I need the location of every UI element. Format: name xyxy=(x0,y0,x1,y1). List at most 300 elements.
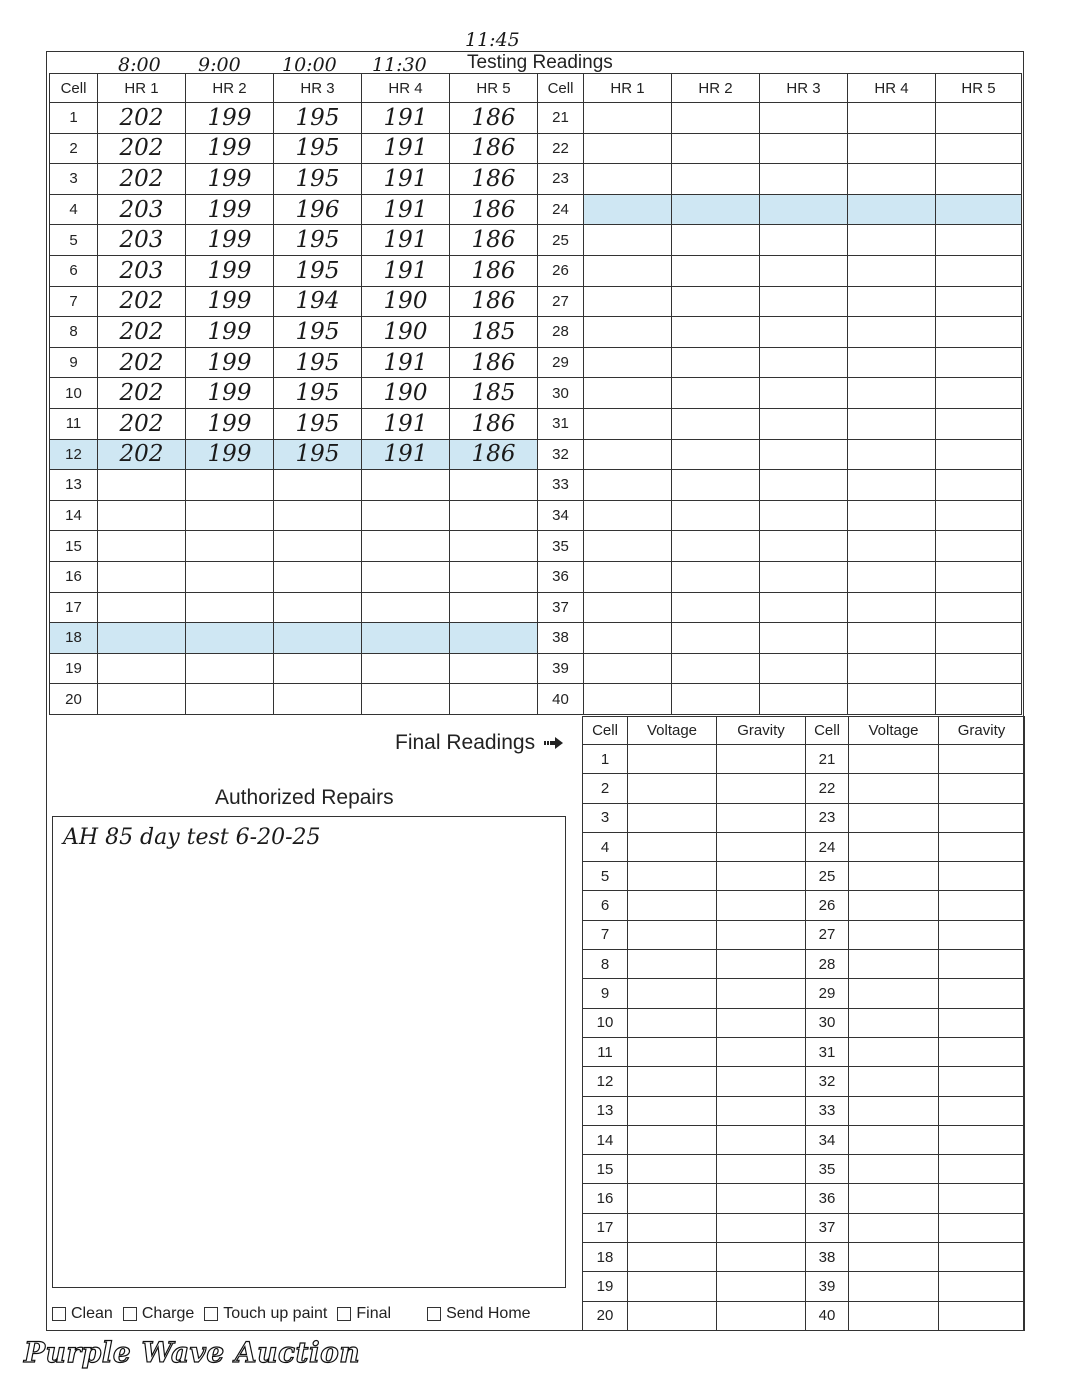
reading-cell[interactable] xyxy=(936,684,1022,715)
reading-cell[interactable] xyxy=(936,439,1022,470)
voltage-cell[interactable] xyxy=(628,950,717,979)
voltage-cell[interactable] xyxy=(628,891,717,920)
checkbox-label: Touch up paint xyxy=(223,1305,328,1322)
reading-cell[interactable]: 195 xyxy=(274,378,362,409)
reading-cell[interactable] xyxy=(584,500,672,531)
voltage-cell[interactable] xyxy=(628,1125,717,1154)
reading-cell[interactable] xyxy=(450,623,538,654)
reading-cell[interactable] xyxy=(186,592,274,623)
reading-cell[interactable] xyxy=(186,653,274,684)
reading-cell[interactable] xyxy=(584,225,672,256)
reading-cell[interactable]: 202 xyxy=(98,286,186,317)
reading-cell[interactable] xyxy=(186,561,274,592)
reading-cell[interactable] xyxy=(584,133,672,164)
reading-cell[interactable] xyxy=(848,194,936,225)
reading-cell[interactable] xyxy=(584,470,672,501)
reading-cell[interactable] xyxy=(584,684,672,715)
voltage-cell[interactable] xyxy=(849,862,939,891)
reading-cell[interactable] xyxy=(274,561,362,592)
reading-cell[interactable] xyxy=(274,684,362,715)
cell-number: 32 xyxy=(538,439,584,470)
reading-cell[interactable] xyxy=(760,439,848,470)
reading-cell[interactable]: 195 xyxy=(274,439,362,470)
reading-cell[interactable] xyxy=(848,133,936,164)
reading-cell[interactable] xyxy=(848,531,936,562)
reading-cell[interactable] xyxy=(672,225,760,256)
reading-cell[interactable]: 186 xyxy=(450,286,538,317)
reading-cell[interactable] xyxy=(672,133,760,164)
checkbox-icon[interactable] xyxy=(337,1307,351,1321)
reading-cell[interactable] xyxy=(936,133,1022,164)
reading-cell[interactable] xyxy=(760,470,848,501)
reading-cell[interactable]: 203 xyxy=(98,255,186,286)
reading-cell[interactable] xyxy=(848,378,936,409)
voltage-cell[interactable] xyxy=(849,891,939,920)
reading-cell[interactable]: 191 xyxy=(362,225,450,256)
gravity-cell[interactable] xyxy=(939,1096,1025,1125)
reading-cell[interactable] xyxy=(672,684,760,715)
voltage-cell[interactable] xyxy=(628,1272,717,1301)
reading-cell[interactable] xyxy=(760,286,848,317)
reading-cell[interactable]: 199 xyxy=(186,133,274,164)
voltage-cell[interactable] xyxy=(628,1184,717,1213)
reading-cell[interactable] xyxy=(98,684,186,715)
checkbox-icon[interactable] xyxy=(123,1307,137,1321)
gravity-cell[interactable] xyxy=(717,862,806,891)
reading-cell[interactable] xyxy=(936,378,1022,409)
voltage-cell[interactable] xyxy=(628,832,717,861)
reading-cell[interactable]: 199 xyxy=(186,317,274,348)
voltage-cell[interactable] xyxy=(849,1008,939,1037)
reading-cell[interactable] xyxy=(450,684,538,715)
voltage-cell[interactable] xyxy=(628,1096,717,1125)
column-header: Cell xyxy=(538,74,584,103)
checkbox-clean[interactable] xyxy=(52,1305,113,1323)
reading-cell[interactable] xyxy=(98,623,186,654)
gravity-cell[interactable] xyxy=(939,1184,1025,1213)
reading-cell[interactable] xyxy=(672,378,760,409)
voltage-cell[interactable] xyxy=(849,1272,939,1301)
reading-cell[interactable] xyxy=(936,623,1022,654)
reading-cell[interactable] xyxy=(98,561,186,592)
reading-cell[interactable] xyxy=(672,592,760,623)
reading-cell[interactable]: 186 xyxy=(450,164,538,195)
gravity-cell[interactable] xyxy=(717,1155,806,1184)
reading-cell[interactable]: 195 xyxy=(274,133,362,164)
reading-cell[interactable] xyxy=(760,684,848,715)
reading-cell[interactable] xyxy=(672,286,760,317)
gravity-cell[interactable] xyxy=(939,832,1025,861)
reading-cell[interactable] xyxy=(848,470,936,501)
reading-cell[interactable] xyxy=(672,255,760,286)
reading-cell[interactable]: 199 xyxy=(186,439,274,470)
reading-cell[interactable]: 199 xyxy=(186,286,274,317)
gravity-cell[interactable] xyxy=(939,745,1025,774)
voltage-cell[interactable] xyxy=(628,1037,717,1066)
reading-cell[interactable] xyxy=(936,408,1022,439)
reading-cell[interactable] xyxy=(848,347,936,378)
reading-cell[interactable] xyxy=(186,623,274,654)
reading-cell[interactable] xyxy=(760,255,848,286)
voltage-cell[interactable] xyxy=(849,774,939,803)
gravity-cell[interactable] xyxy=(717,1008,806,1037)
checkbox-charge[interactable] xyxy=(123,1305,194,1323)
gravity-cell[interactable] xyxy=(717,1243,806,1272)
reading-cell[interactable]: 199 xyxy=(186,164,274,195)
reading-cell[interactable]: 186 xyxy=(450,408,538,439)
reading-cell[interactable] xyxy=(848,623,936,654)
reading-cell[interactable] xyxy=(760,623,848,654)
reading-cell[interactable] xyxy=(584,286,672,317)
reading-cell[interactable]: 186 xyxy=(450,255,538,286)
reading-cell[interactable] xyxy=(450,470,538,501)
reading-cell[interactable] xyxy=(450,500,538,531)
checkbox-label: Send Home xyxy=(446,1305,531,1322)
gravity-cell[interactable] xyxy=(717,1272,806,1301)
reading-cell[interactable] xyxy=(98,592,186,623)
reading-cell[interactable] xyxy=(760,103,848,134)
gravity-cell[interactable] xyxy=(939,1125,1025,1154)
reading-cell[interactable] xyxy=(362,623,450,654)
reading-cell[interactable] xyxy=(672,531,760,562)
reading-cell[interactable] xyxy=(450,592,538,623)
reading-cell[interactable] xyxy=(672,439,760,470)
reading-cell[interactable]: 191 xyxy=(362,439,450,470)
reading-cell[interactable]: 202 xyxy=(98,408,186,439)
reading-cell[interactable]: 191 xyxy=(362,103,450,134)
reading-cell[interactable] xyxy=(672,194,760,225)
reading-cell[interactable]: 199 xyxy=(186,347,274,378)
reading-cell[interactable] xyxy=(672,561,760,592)
reading-cell[interactable] xyxy=(584,164,672,195)
reading-cell[interactable] xyxy=(760,225,848,256)
voltage-cell[interactable] xyxy=(628,862,717,891)
reading-cell[interactable] xyxy=(584,378,672,409)
reading-cell[interactable]: 199 xyxy=(186,194,274,225)
reading-cell[interactable] xyxy=(936,255,1022,286)
voltage-cell[interactable] xyxy=(849,803,939,832)
voltage-cell[interactable] xyxy=(628,1008,717,1037)
gravity-cell[interactable] xyxy=(939,979,1025,1008)
reading-cell[interactable] xyxy=(848,286,936,317)
gravity-cell[interactable] xyxy=(717,1213,806,1242)
reading-cell[interactable] xyxy=(760,592,848,623)
voltage-cell[interactable] xyxy=(849,1301,939,1330)
reading-cell[interactable] xyxy=(584,408,672,439)
reading-cell[interactable] xyxy=(672,500,760,531)
reading-cell[interactable]: 191 xyxy=(362,255,450,286)
reading-cell[interactable] xyxy=(274,653,362,684)
reading-cell[interactable] xyxy=(584,255,672,286)
reading-cell[interactable] xyxy=(760,317,848,348)
reading-cell[interactable]: 191 xyxy=(362,133,450,164)
reading-cell[interactable]: 202 xyxy=(98,347,186,378)
reading-cell[interactable] xyxy=(760,347,848,378)
checkbox-icon[interactable] xyxy=(52,1307,66,1321)
reading-cell[interactable] xyxy=(186,500,274,531)
checkbox-final[interactable] xyxy=(337,1305,391,1323)
gravity-cell[interactable] xyxy=(939,1243,1025,1272)
reading-cell[interactable] xyxy=(936,164,1022,195)
reading-cell[interactable] xyxy=(672,317,760,348)
reading-cell[interactable]: 185 xyxy=(450,317,538,348)
reading-cell[interactable] xyxy=(848,684,936,715)
reading-cell[interactable] xyxy=(584,592,672,623)
reading-cell[interactable] xyxy=(760,531,848,562)
reading-cell[interactable] xyxy=(584,347,672,378)
gravity-cell[interactable] xyxy=(717,745,806,774)
voltage-cell[interactable] xyxy=(849,1155,939,1184)
voltage-cell[interactable] xyxy=(849,950,939,979)
reading-cell[interactable]: 186 xyxy=(450,225,538,256)
voltage-cell[interactable] xyxy=(628,1243,717,1272)
reading-cell[interactable] xyxy=(186,470,274,501)
reading-cell[interactable]: 195 xyxy=(274,164,362,195)
reading-cell[interactable]: 190 xyxy=(362,286,450,317)
reading-cell[interactable] xyxy=(760,194,848,225)
gravity-cell[interactable] xyxy=(717,1125,806,1154)
voltage-cell[interactable] xyxy=(628,1213,717,1242)
gravity-cell[interactable] xyxy=(717,979,806,1008)
reading-cell[interactable] xyxy=(848,255,936,286)
gravity-cell[interactable] xyxy=(939,803,1025,832)
voltage-cell[interactable] xyxy=(849,1213,939,1242)
reading-cell[interactable] xyxy=(760,561,848,592)
voltage-cell[interactable] xyxy=(849,745,939,774)
gravity-cell[interactable] xyxy=(717,832,806,861)
reading-cell[interactable] xyxy=(98,500,186,531)
gravity-cell[interactable] xyxy=(717,803,806,832)
reading-cell[interactable] xyxy=(672,347,760,378)
reading-cell[interactable]: 190 xyxy=(362,317,450,348)
reading-cell[interactable] xyxy=(584,439,672,470)
reading-cell[interactable] xyxy=(848,500,936,531)
reading-cell[interactable] xyxy=(672,470,760,501)
gravity-cell[interactable] xyxy=(939,950,1025,979)
gravity-cell[interactable] xyxy=(717,1301,806,1330)
gravity-cell[interactable] xyxy=(717,920,806,949)
reading-cell[interactable]: 186 xyxy=(450,133,538,164)
voltage-cell[interactable] xyxy=(628,1155,717,1184)
reading-cell[interactable]: 191 xyxy=(362,194,450,225)
reading-cell[interactable] xyxy=(98,653,186,684)
cell-number: 27 xyxy=(806,920,849,949)
reading-cell[interactable] xyxy=(584,561,672,592)
reading-cell[interactable] xyxy=(584,194,672,225)
reading-cell[interactable] xyxy=(760,164,848,195)
voltage-cell[interactable] xyxy=(849,920,939,949)
reading-cell[interactable] xyxy=(848,653,936,684)
reading-cell[interactable] xyxy=(936,592,1022,623)
gravity-cell[interactable] xyxy=(939,1213,1025,1242)
reading-cell[interactable] xyxy=(848,164,936,195)
reading-cell[interactable] xyxy=(274,531,362,562)
reading-cell[interactable]: 202 xyxy=(98,317,186,348)
reading-cell[interactable] xyxy=(760,133,848,164)
gravity-cell[interactable] xyxy=(717,774,806,803)
gravity-cell[interactable] xyxy=(939,1155,1025,1184)
reading-cell[interactable] xyxy=(848,103,936,134)
reading-cell[interactable] xyxy=(936,347,1022,378)
gravity-cell[interactable] xyxy=(939,1067,1025,1096)
reading-cell[interactable] xyxy=(362,653,450,684)
checkbox-icon[interactable] xyxy=(427,1307,441,1321)
cell-number: 15 xyxy=(50,531,98,562)
gravity-cell[interactable] xyxy=(939,862,1025,891)
reading-cell[interactable]: 202 xyxy=(98,164,186,195)
gravity-cell[interactable] xyxy=(717,1067,806,1096)
reading-cell[interactable] xyxy=(584,317,672,348)
reading-cell[interactable] xyxy=(450,653,538,684)
reading-cell[interactable]: 186 xyxy=(450,103,538,134)
reading-cell[interactable]: 195 xyxy=(274,408,362,439)
reading-cell[interactable]: 199 xyxy=(186,408,274,439)
reading-cell[interactable] xyxy=(98,470,186,501)
voltage-cell[interactable] xyxy=(849,1243,939,1272)
reading-cell[interactable]: 190 xyxy=(362,378,450,409)
authorized-repairs-box[interactable] xyxy=(52,816,566,1288)
reading-cell[interactable] xyxy=(584,103,672,134)
reading-cell[interactable] xyxy=(936,194,1022,225)
reading-cell[interactable] xyxy=(450,531,538,562)
reading-cell[interactable]: 202 xyxy=(98,133,186,164)
gravity-cell[interactable] xyxy=(939,774,1025,803)
reading-cell[interactable] xyxy=(936,225,1022,256)
reading-cell[interactable] xyxy=(274,623,362,654)
reading-cell[interactable] xyxy=(760,653,848,684)
reading-cell[interactable] xyxy=(186,684,274,715)
reading-cell[interactable]: 202 xyxy=(98,439,186,470)
reading-cell[interactable] xyxy=(362,561,450,592)
reading-cell[interactable] xyxy=(362,531,450,562)
reading-cell[interactable] xyxy=(936,317,1022,348)
voltage-cell[interactable] xyxy=(628,803,717,832)
reading-cell[interactable]: 195 xyxy=(274,225,362,256)
voltage-cell[interactable] xyxy=(628,1067,717,1096)
gravity-cell[interactable] xyxy=(717,950,806,979)
reading-cell[interactable] xyxy=(760,408,848,439)
reading-cell[interactable] xyxy=(274,592,362,623)
reading-cell[interactable] xyxy=(584,531,672,562)
reading-cell[interactable] xyxy=(672,408,760,439)
reading-cell[interactable]: 185 xyxy=(450,378,538,409)
voltage-cell[interactable] xyxy=(849,1184,939,1213)
reading-cell[interactable]: 191 xyxy=(362,347,450,378)
voltage-cell[interactable] xyxy=(849,1037,939,1066)
voltage-cell[interactable] xyxy=(628,745,717,774)
reading-cell[interactable] xyxy=(936,531,1022,562)
gravity-cell[interactable] xyxy=(939,1301,1025,1330)
reading-cell[interactable]: 202 xyxy=(98,103,186,134)
reading-cell[interactable] xyxy=(936,500,1022,531)
voltage-cell[interactable] xyxy=(849,979,939,1008)
reading-cell[interactable]: 202 xyxy=(98,378,186,409)
reading-cell[interactable]: 191 xyxy=(362,164,450,195)
reading-cell[interactable] xyxy=(936,103,1022,134)
gravity-cell[interactable] xyxy=(939,1037,1025,1066)
reading-cell[interactable] xyxy=(672,164,760,195)
reading-cell[interactable] xyxy=(186,531,274,562)
reading-cell[interactable] xyxy=(672,653,760,684)
reading-cell[interactable] xyxy=(274,500,362,531)
reading-cell[interactable]: 194 xyxy=(274,286,362,317)
reading-cell[interactable] xyxy=(848,592,936,623)
cell-number: 32 xyxy=(806,1067,849,1096)
reading-cell[interactable] xyxy=(672,623,760,654)
gravity-cell[interactable] xyxy=(939,920,1025,949)
reading-cell[interactable] xyxy=(848,439,936,470)
checkbox-touch-up-paint[interactable] xyxy=(204,1305,327,1323)
reading-cell[interactable]: 186 xyxy=(450,194,538,225)
reading-cell[interactable] xyxy=(936,653,1022,684)
reading-cell[interactable] xyxy=(848,408,936,439)
reading-cell[interactable]: 195 xyxy=(274,317,362,348)
reading-cell[interactable] xyxy=(584,623,672,654)
reading-cell[interactable]: 199 xyxy=(186,378,274,409)
gravity-cell[interactable] xyxy=(717,1096,806,1125)
reading-cell[interactable]: 203 xyxy=(98,194,186,225)
voltage-cell[interactable] xyxy=(849,1096,939,1125)
table-row xyxy=(583,1301,1025,1330)
voltage-cell[interactable] xyxy=(849,832,939,861)
reading-cell[interactable] xyxy=(584,653,672,684)
checkbox-send-home[interactable] xyxy=(427,1305,531,1323)
gravity-cell[interactable] xyxy=(717,891,806,920)
reading-cell[interactable] xyxy=(362,470,450,501)
checkbox-icon[interactable] xyxy=(204,1307,218,1321)
gravity-cell[interactable] xyxy=(939,1272,1025,1301)
reading-cell[interactable] xyxy=(362,500,450,531)
reading-cell[interactable]: 199 xyxy=(186,255,274,286)
reading-cell[interactable] xyxy=(848,225,936,256)
gravity-cell[interactable] xyxy=(717,1037,806,1066)
voltage-cell[interactable] xyxy=(849,1067,939,1096)
table-row xyxy=(50,164,1022,195)
gravity-cell[interactable] xyxy=(939,1008,1025,1037)
reading-cell[interactable] xyxy=(848,317,936,348)
reading-cell[interactable]: 191 xyxy=(362,408,450,439)
gravity-cell[interactable] xyxy=(717,1184,806,1213)
voltage-cell[interactable] xyxy=(628,920,717,949)
reading-cell[interactable]: 195 xyxy=(274,103,362,134)
reading-cell[interactable] xyxy=(362,592,450,623)
reading-cell[interactable] xyxy=(936,561,1022,592)
reading-cell[interactable] xyxy=(848,561,936,592)
reading-cell[interactable] xyxy=(362,684,450,715)
reading-cell[interactable]: 199 xyxy=(186,103,274,134)
reading-cell[interactable]: 195 xyxy=(274,347,362,378)
reading-cell[interactable]: 196 xyxy=(274,194,362,225)
reading-cell[interactable] xyxy=(274,470,362,501)
voltage-cell[interactable] xyxy=(628,979,717,1008)
reading-cell[interactable]: 195 xyxy=(274,255,362,286)
voltage-cell[interactable] xyxy=(849,1125,939,1154)
reading-cell[interactable] xyxy=(936,286,1022,317)
reading-cell[interactable] xyxy=(450,561,538,592)
gravity-cell[interactable] xyxy=(939,891,1025,920)
reading-cell[interactable]: 199 xyxy=(186,225,274,256)
reading-cell[interactable]: 203 xyxy=(98,225,186,256)
reading-cell[interactable] xyxy=(672,103,760,134)
reading-cell[interactable]: 186 xyxy=(450,347,538,378)
reading-cell[interactable] xyxy=(760,378,848,409)
voltage-cell[interactable] xyxy=(628,1301,717,1330)
reading-cell[interactable] xyxy=(936,470,1022,501)
reading-cell[interactable] xyxy=(98,531,186,562)
reading-cell[interactable]: 186 xyxy=(450,439,538,470)
reading-cell[interactable] xyxy=(760,500,848,531)
voltage-cell[interactable] xyxy=(628,774,717,803)
